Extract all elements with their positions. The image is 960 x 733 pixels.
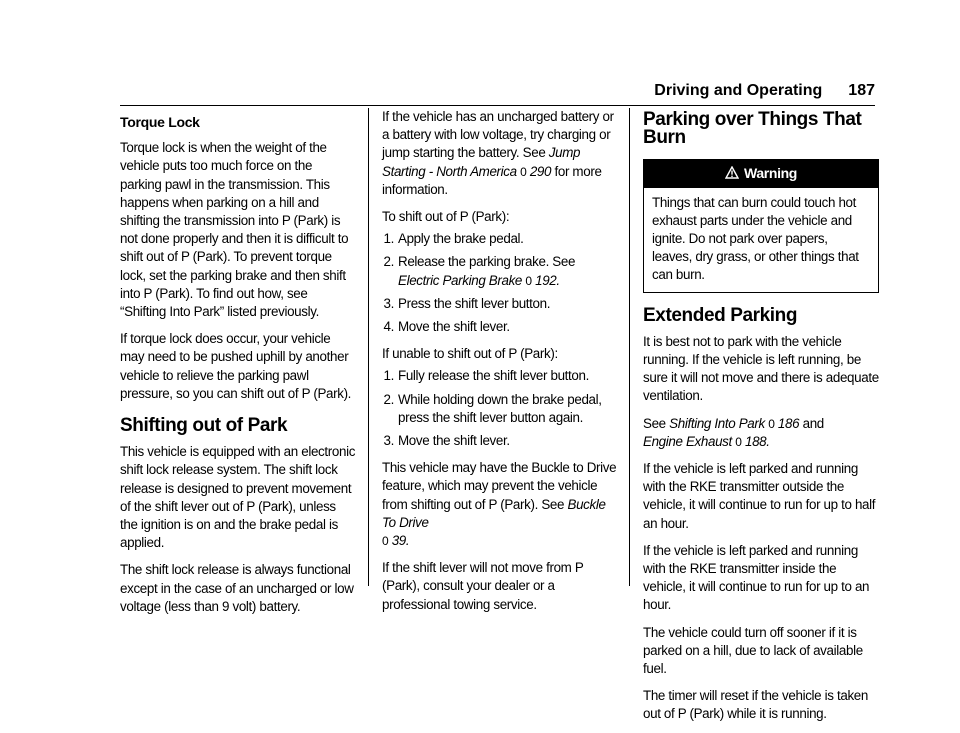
see-references	[643, 415, 879, 451]
step-text: While holding down the brake pedal, press the shift lever button again.	[398, 391, 602, 425]
battery-paragraph	[382, 108, 618, 199]
step-tail: .	[556, 272, 560, 288]
section-title: Driving and Operating	[654, 82, 823, 99]
steps2-list	[382, 367, 618, 450]
step-number: 2.	[383, 254, 394, 270]
extended-paragraph-4: The vehicle could turn off sooner if it is parked on a hill, due to lack of available fuel.	[643, 624, 863, 677]
page-ref-icon: 0	[735, 434, 742, 449]
step-text: Move the shift lever.	[398, 319, 510, 335]
parking-over-things-heading: Parking over Things That Burn	[643, 109, 862, 149]
list-item	[382, 295, 618, 313]
column-divider-1	[368, 108, 369, 586]
extended-paragraph-3: If the vehicle is left parked and running with the RKE transmitter inside the vehicle, it will continue to run for up to an hour.	[643, 542, 870, 613]
jump-starting-link[interactable]: Jump Starting - North America	[382, 145, 581, 179]
buckle-paragraph	[382, 459, 618, 550]
extended-paragraph-1: It is best not to park with the vehicle running. If the vehicle is left running, be sure it will not move and there is adequate ventilation.	[643, 333, 879, 404]
warning-header	[644, 160, 878, 187]
column-1	[120, 108, 356, 625]
extended-parking-heading: Extended Parking	[643, 304, 798, 326]
buckle-tail: .	[405, 533, 410, 549]
list-item	[382, 230, 618, 248]
warning-triangle-icon	[725, 166, 739, 179]
extended-paragraph-5: The timer will reset if the vehicle is taken out of P (Park) while it is running.	[643, 688, 868, 722]
page-number: 187	[848, 82, 875, 99]
warning-text: Things that can burn could touch hot exhaust parts under the vehicle and ignite. Do not park over papers, leaves, dry grass, or other things that can burn.	[652, 194, 859, 283]
step-text: Release the parking brake. See	[398, 254, 576, 270]
step-number: 1.	[383, 368, 394, 384]
step-number: 1.	[383, 231, 394, 247]
page-ref-icon: 0	[520, 164, 527, 179]
step-text: Move the shift lever.	[398, 433, 510, 449]
step-number: 2.	[383, 391, 394, 407]
list-item	[382, 391, 618, 427]
shifting-paragraph-1: This vehicle is equipped with an electronic shift lock release system. The shift lock release is designed to prevent movement of the shift lever out of P (Park), unless the ignition is on and the brake pedal is applied.	[120, 444, 356, 551]
list-item	[382, 253, 618, 289]
list-item	[382, 318, 618, 336]
torque-lock-heading: Torque Lock	[120, 114, 200, 130]
electric-parking-brake-page[interactable]: 192	[535, 272, 557, 288]
shifting-out-of-park-heading: Shifting out of Park	[120, 415, 288, 437]
buckle-to-drive-link[interactable]: Buckle To Drive	[382, 496, 606, 530]
engine-exhaust-link[interactable]: Engine Exhaust	[643, 433, 732, 449]
page-ref-icon: 0	[382, 534, 389, 549]
electric-parking-brake-link[interactable]: Electric Parking Brake	[398, 272, 523, 288]
torque-lock-paragraph-2: If torque lock does occur, your vehicle may need to be pushed uphill by another vehicle to relieve the parking pawl pressure, so you can shift out of P (Park).	[120, 331, 352, 401]
page-ref-icon: 0	[525, 273, 532, 288]
shifting-into-park-page[interactable]: 186	[777, 415, 800, 431]
see-word: See	[643, 415, 666, 431]
step-text: Apply the brake pedal.	[398, 231, 524, 247]
ref-tail: .	[766, 433, 770, 449]
extended-paragraph-2: If the vehicle is left parked and running with the RKE transmitter outside the vehicle, it will continue to run for up to half an hour.	[643, 461, 876, 531]
warning-label: Warning	[743, 165, 798, 182]
torque-lock-paragraph-1: Torque lock is when the weight of the vehicle puts too much force on the parking pawl in the transmission. This happens when parking on a hill and shifting the transmission into P (Park) is not done properly and then it is difficult to shift out of P (Park). To prevent torque lock, set the parking brake and then shift into P (Park). To find out how, see “Shifting Into Park” listed previously.	[120, 140, 349, 320]
towing-paragraph: If the shift lever will not move from P (Park), consult your dealer or a professional towing service.	[382, 560, 584, 612]
header-rule	[120, 105, 875, 106]
step-number: 4.	[383, 319, 394, 335]
buckle-to-drive-page[interactable]: 39	[391, 533, 406, 549]
warning-box	[643, 159, 879, 292]
engine-exhaust-page[interactable]: 188	[744, 433, 767, 449]
steps2-intro: If unable to shift out of P (Park):	[382, 346, 558, 362]
step-text: Fully release the shift lever button.	[398, 368, 589, 384]
list-item	[382, 432, 618, 450]
page-ref-icon: 0	[768, 416, 775, 431]
column-3	[643, 108, 879, 733]
step-number: 3.	[383, 295, 394, 311]
step-text: Press the shift lever button.	[398, 295, 551, 311]
shifting-paragraph-2: The shift lock release is always functional except in the case of an uncharged or low voltage (less than 9 volt) battery.	[120, 562, 354, 614]
list-item	[382, 367, 618, 385]
shifting-into-park-link[interactable]: Shifting Into Park	[669, 415, 765, 431]
column-2	[382, 108, 618, 623]
jump-starting-page[interactable]: 290	[529, 163, 552, 179]
step-number: 3.	[383, 433, 394, 449]
buckle-text: This vehicle may have the Buckle to Drive feature, which may prevent the vehicle from shifting out of P (Park). See	[382, 460, 617, 512]
battery-tail: for more information.	[382, 163, 602, 197]
steps1-intro: To shift out of P (Park):	[382, 209, 510, 225]
battery-text: If the vehicle has an uncharged battery or a battery with low voltage, try charging or jump starting the battery. See	[382, 109, 614, 161]
column-divider-2	[629, 108, 630, 586]
steps1-list	[382, 230, 618, 336]
running-head	[620, 82, 875, 100]
and-word: and	[802, 415, 824, 431]
